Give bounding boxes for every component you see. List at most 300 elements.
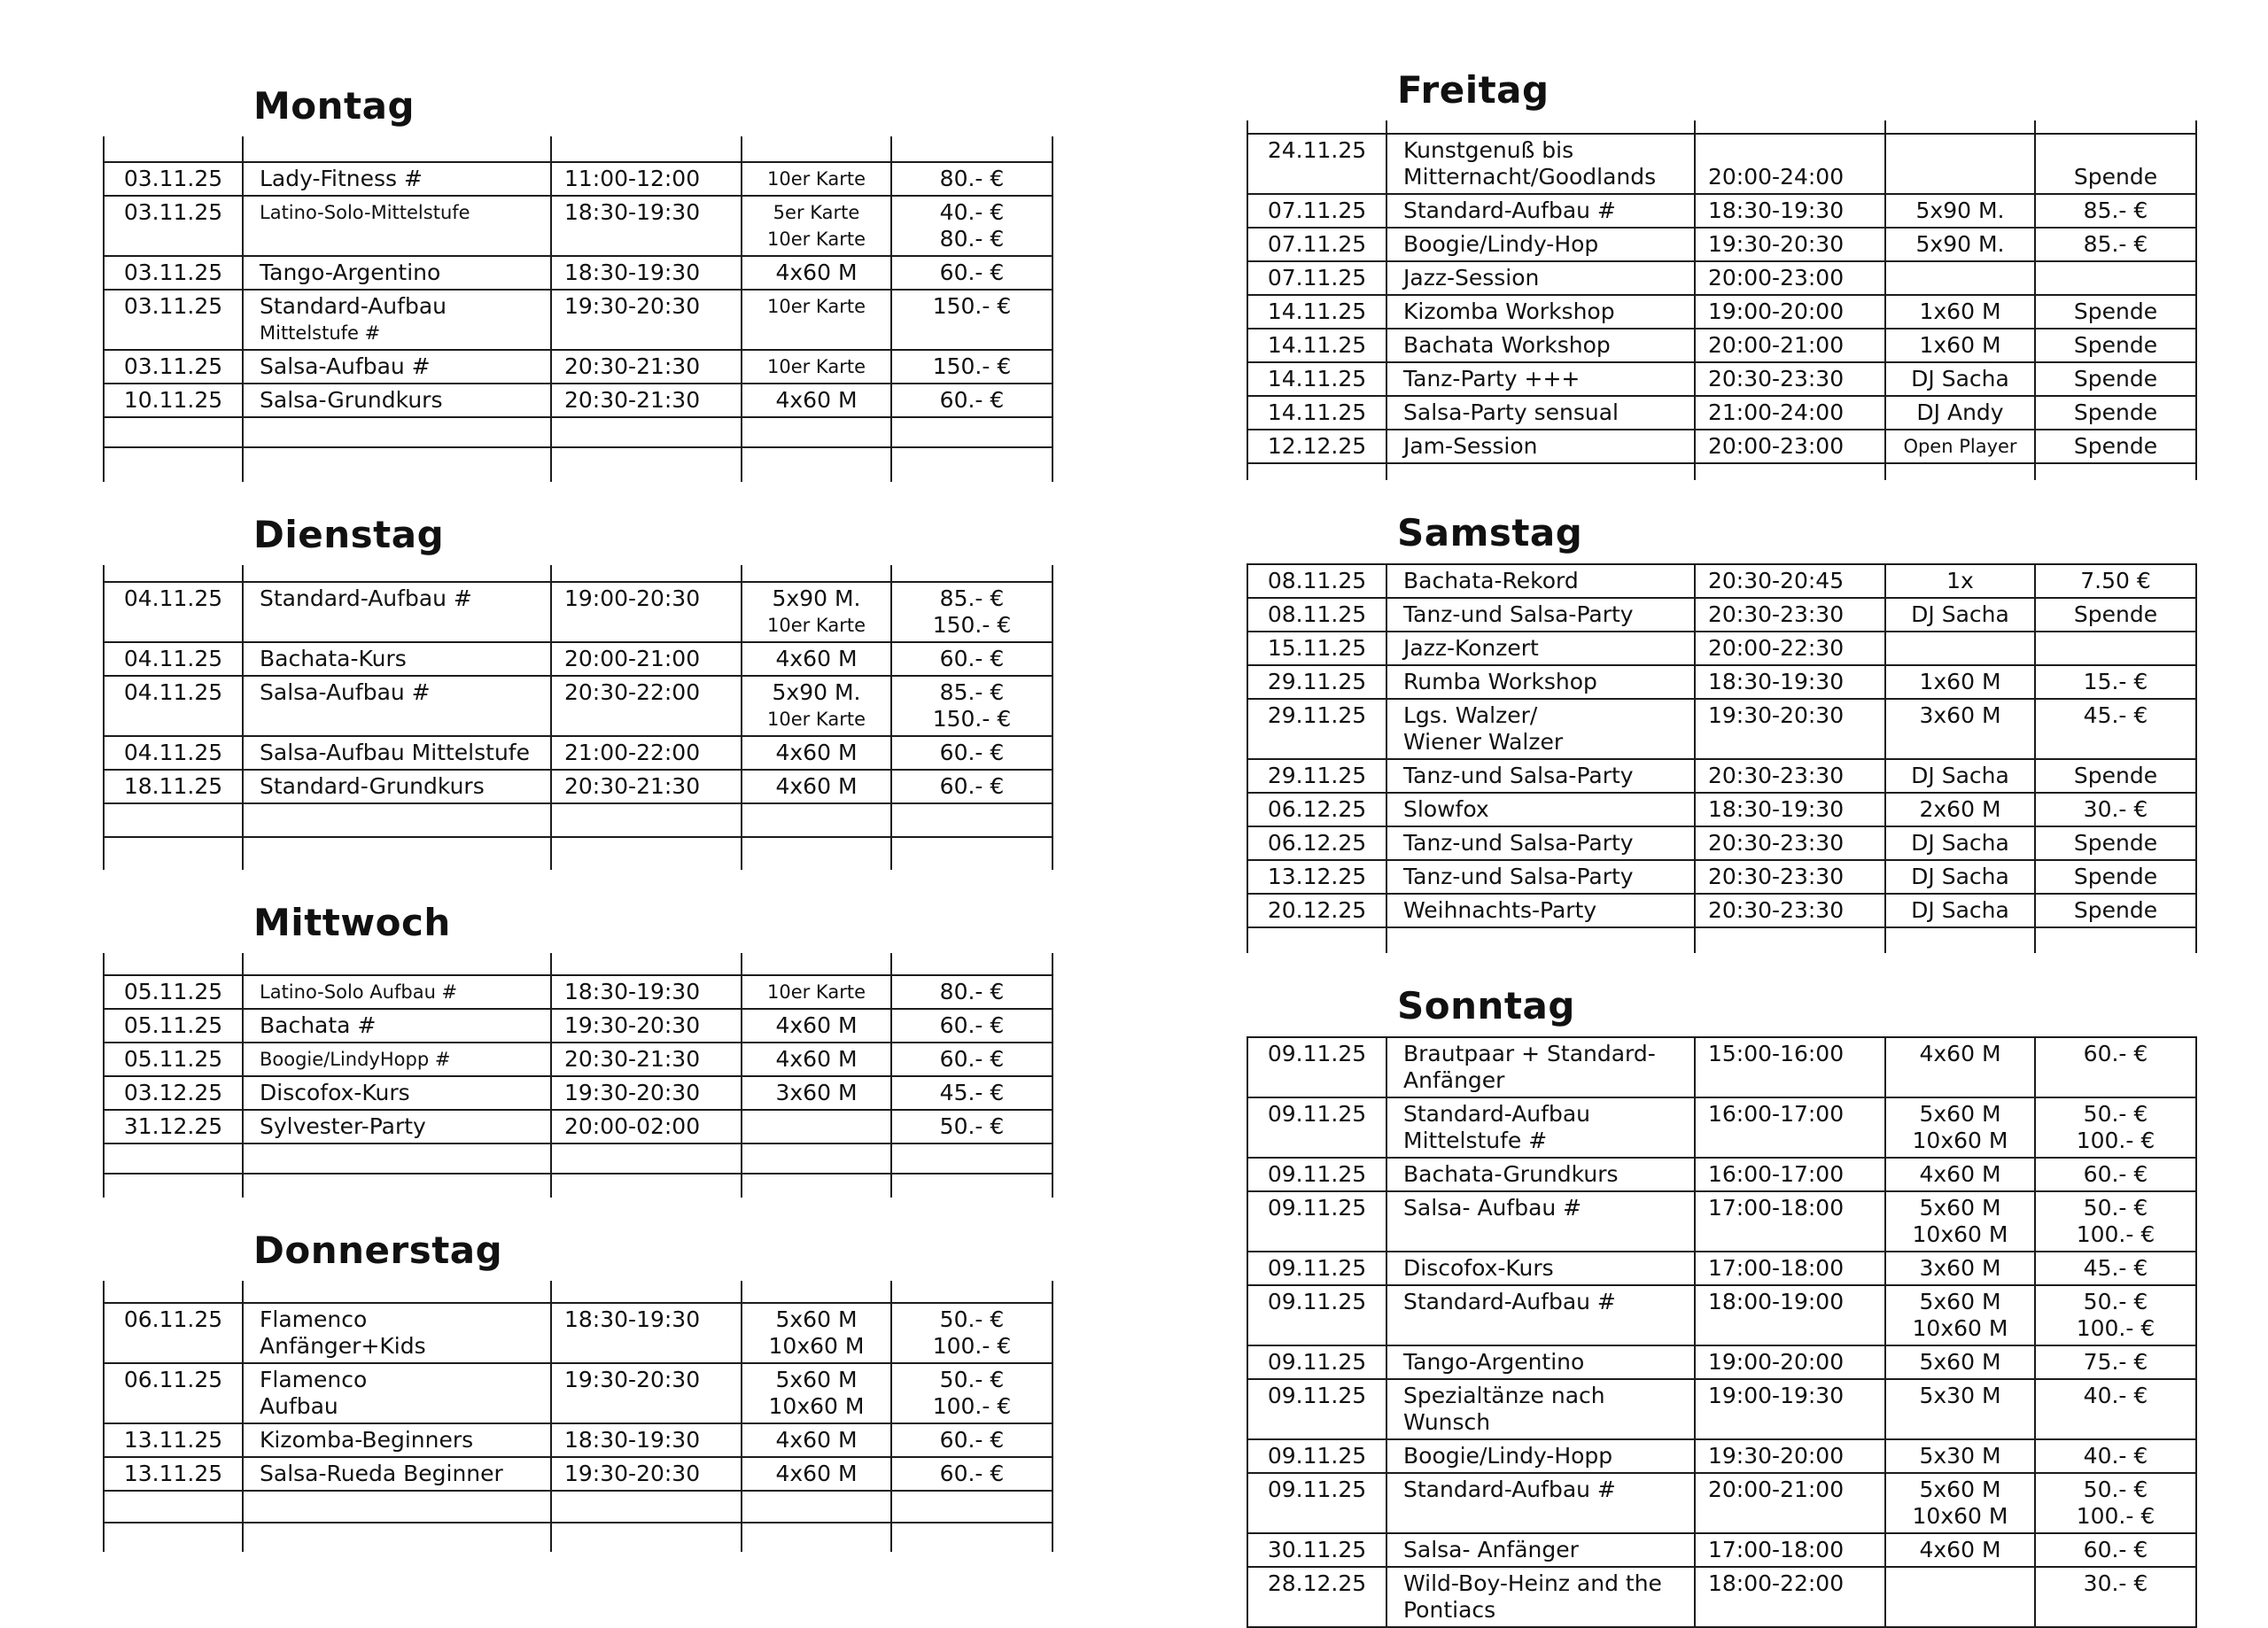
cell-unit (741, 1010, 890, 1042)
cell-date (103, 1144, 242, 1173)
cell-line: 14.11.25 (1267, 399, 1367, 425)
cell-price (2034, 827, 2197, 859)
cell-line: 13.12.25 (1267, 864, 1367, 889)
cell-price (2034, 1252, 2197, 1284)
cell-course (242, 197, 550, 255)
cell-unit (741, 583, 890, 641)
cell-course (1386, 1038, 1694, 1097)
cell-line: 19:30-20:30 (1708, 702, 1845, 728)
cell-unit (1884, 1159, 2034, 1190)
cell-line: Tanz-und Salsa-Party (1403, 864, 1634, 889)
day-table-dienstag (103, 565, 1053, 870)
cell-line: 19:00-20:30 (564, 585, 701, 611)
cell-course (242, 1077, 550, 1109)
cell-date (103, 197, 242, 255)
cell-course (1386, 1286, 1694, 1345)
day-title-samstag: Samstag (1397, 511, 1583, 554)
cell-line: Salsa-Rueda Beginner (260, 1461, 503, 1486)
cell-line: 21:00-24:00 (1708, 399, 1845, 425)
cell-line: 07.11.25 (1267, 265, 1367, 291)
cell-line: 20:00-21:00 (1708, 1477, 1845, 1502)
cell-price (890, 1010, 1053, 1042)
cell-course (242, 1281, 550, 1302)
cell-price (2034, 760, 2197, 792)
cell-course (242, 1144, 550, 1173)
cell-date (103, 418, 242, 446)
table-top-stub (1247, 120, 2197, 133)
cell-line: 20:00-22:30 (1708, 635, 1845, 661)
cell-unit (1884, 1568, 2034, 1626)
cell-line: Wiener Walzer (1403, 729, 1564, 755)
cell-line: 75.- € (2083, 1349, 2148, 1375)
cell-line: Salsa- Aufbau # (1403, 1195, 1582, 1221)
cell-line: 4x60 M (775, 1012, 858, 1038)
table-row (103, 735, 1053, 769)
cell-line: Tanz-und Salsa-Party (1403, 601, 1634, 627)
cell-line: 04.11.25 (123, 646, 223, 671)
cell-course (242, 583, 550, 641)
table-row (1247, 227, 2197, 260)
cell-course (242, 1364, 550, 1423)
day-section-samstag (1247, 512, 2197, 953)
cell-line: Discofox-Kurs (260, 1080, 410, 1105)
cell-line: 3x60 M (1919, 702, 2001, 728)
cell-line: 1x60 M (1919, 298, 2001, 324)
cell-line: Spende (2073, 864, 2158, 889)
cell-line: 60.- € (939, 740, 1005, 765)
cell-line: Standard-Aufbau (260, 293, 447, 319)
cell-line: 20:30-23:30 (1708, 830, 1845, 856)
cell-line: Lady-Fitness # (260, 166, 423, 191)
cell-date (103, 1458, 242, 1490)
cell-line: 20:30-21:30 (564, 387, 701, 413)
cell-line: 12.12.25 (1267, 433, 1367, 459)
cell-course (242, 1174, 550, 1198)
cell-line: Tango-Argentino (1403, 1349, 1585, 1375)
cell-date (103, 136, 242, 161)
cell-line: Salsa-Aufbau # (260, 679, 431, 705)
cell-line: Standard-Aufbau # (1403, 1477, 1616, 1502)
cell-line: Spende (2073, 164, 2158, 190)
cell-price (890, 771, 1053, 802)
cell-time (1694, 632, 1884, 664)
cell-line: Kizomba-Beginners (260, 1427, 474, 1453)
empty-row (103, 1490, 1053, 1522)
cell-time (1694, 1568, 1884, 1626)
cell-line: Spende (2073, 366, 2158, 391)
cell-line: 05.11.25 (123, 1012, 223, 1038)
table-row (1247, 1284, 2197, 1345)
cell-price (890, 351, 1053, 383)
cell-line: 5x90 M. (1915, 231, 2005, 257)
cell-line: 19:00-20:00 (1708, 298, 1845, 324)
cell-date (103, 1043, 242, 1075)
cell-line: 80.- € (939, 226, 1005, 252)
cell-line: 29.11.25 (1267, 763, 1367, 788)
cell-line: Spezialtänze nach Wunsch (1403, 1383, 1605, 1435)
cell-price (890, 1144, 1053, 1173)
cell-time (1694, 928, 1884, 953)
cell-unit (1884, 760, 2034, 792)
cell-time (1694, 464, 1884, 480)
table-row (1247, 1190, 2197, 1251)
cell-line: 30.11.25 (1267, 1537, 1367, 1562)
cell-date (103, 351, 242, 383)
table-row (103, 675, 1053, 735)
cell-line: 18:30-19:30 (1708, 669, 1845, 694)
cell-time (550, 953, 741, 974)
cell-course (1386, 229, 1694, 260)
cell-time (550, 1458, 741, 1490)
table-row (1247, 328, 2197, 361)
cell-time (550, 1492, 741, 1522)
cell-time (1694, 1098, 1884, 1157)
cell-line: 03.11.25 (123, 260, 223, 285)
cell-time (1694, 363, 1884, 395)
cell-line: Bachata-Kurs (260, 646, 407, 671)
table-row (1247, 758, 2197, 792)
cell-course (242, 1492, 550, 1522)
cell-course (1386, 1474, 1694, 1532)
table-top-stub (103, 565, 1053, 581)
cell-line: 100.- € (2076, 1315, 2155, 1341)
cell-course (1386, 397, 1694, 429)
cell-line: 85.- € (939, 679, 1005, 705)
table-row (1247, 826, 2197, 859)
cell-price (2034, 666, 2197, 698)
cell-line: 85.- € (2083, 198, 2148, 223)
cell-unit (741, 1281, 890, 1302)
cell-line: 2x60 M (1919, 796, 2001, 822)
cell-line: Jam-Session (1403, 433, 1538, 459)
cell-unit (1884, 827, 2034, 859)
cell-date (103, 291, 242, 349)
cell-line: 50.- € (939, 1367, 1005, 1392)
cell-course (1386, 1098, 1694, 1157)
cell-time (1694, 1159, 1884, 1190)
cell-line: 85.- € (939, 585, 1005, 611)
empty-row (103, 1143, 1053, 1173)
cell-course (242, 291, 550, 349)
cell-line: Spende (2073, 763, 2158, 788)
cell-line: 5x30 M (1919, 1443, 2001, 1469)
cell-line: Wild-Boy-Heinz and the (1403, 1570, 1662, 1596)
cell-price (890, 1458, 1053, 1490)
table-bottom-stub (103, 446, 1053, 482)
cell-line: Tanz-Party +++ (1403, 366, 1581, 391)
cell-course (242, 1523, 550, 1552)
cell-line: 16:00-17:00 (1708, 1101, 1845, 1127)
cell-unit (1884, 861, 2034, 893)
table-row (1247, 193, 2197, 227)
cell-line: 60.- € (939, 260, 1005, 285)
cell-line: 60.- € (939, 1046, 1005, 1072)
table-row (103, 769, 1053, 802)
cell-course (1386, 827, 1694, 859)
cell-line: DJ Sacha (1911, 601, 2009, 627)
cell-line: Brautpaar + Standard- (1403, 1041, 1656, 1066)
table-row (1247, 1378, 2197, 1438)
cell-date (1247, 1192, 1386, 1251)
cell-date (103, 804, 242, 836)
cell-line: Open Player (1903, 436, 2017, 457)
cell-line: 20:30-22:00 (564, 679, 701, 705)
cell-line: 05.11.25 (123, 1046, 223, 1072)
cell-line: 10er Karte (766, 615, 866, 636)
cell-price (890, 418, 1053, 446)
cell-unit (741, 1523, 890, 1552)
cell-time (550, 771, 741, 802)
cell-price (2034, 1474, 2197, 1532)
cell-line: 30.- € (2083, 1570, 2148, 1596)
cell-line: 19:30-20:30 (1708, 231, 1845, 257)
cell-time (550, 384, 741, 416)
cell-line: 19:30-20:30 (564, 1080, 701, 1105)
cell-date (1247, 794, 1386, 826)
cell-price (890, 677, 1053, 735)
cell-price (2034, 1038, 2197, 1097)
day-table-samstag (1247, 563, 2197, 953)
cell-date (103, 771, 242, 802)
cell-line: 50.- € (939, 1306, 1005, 1332)
cell-date (1247, 262, 1386, 294)
table-row (103, 581, 1053, 641)
table-row (103, 1008, 1053, 1042)
cell-time (1694, 1346, 1884, 1378)
cell-line: 4x60 M (1919, 1161, 2001, 1187)
cell-line: 15.- € (2083, 669, 2148, 694)
table-bottom-stub (103, 1522, 1053, 1552)
cell-line: 15:00-16:00 (1708, 1041, 1845, 1066)
cell-unit (1884, 135, 2034, 193)
cell-price (2034, 928, 2197, 953)
cell-date (1247, 1159, 1386, 1190)
cell-course (1386, 700, 1694, 758)
cell-line: Flamenco (260, 1367, 368, 1392)
cell-line: 09.11.25 (1267, 1349, 1367, 1375)
table-row (1247, 893, 2197, 926)
cell-line: Spende (2073, 433, 2158, 459)
cell-line: 20:30-21:30 (564, 1046, 701, 1072)
cell-price (2034, 430, 2197, 462)
cell-line: Anfänger+Kids (260, 1333, 426, 1359)
cell-time (1694, 262, 1884, 294)
table-row (103, 1456, 1053, 1490)
cell-line: 60.- € (2083, 1537, 2148, 1562)
cell-course (1386, 794, 1694, 826)
cell-time (1694, 666, 1884, 698)
cell-line: 05.11.25 (123, 979, 223, 1004)
cell-line: 14.11.25 (1267, 332, 1367, 358)
day-title-montag: Montag (253, 84, 416, 128)
cell-price (2034, 1159, 2197, 1190)
cell-line: Pontiacs (1403, 1597, 1496, 1623)
cell-date (1247, 700, 1386, 758)
cell-course (1386, 632, 1694, 664)
cell-line: 60.- € (939, 1461, 1005, 1486)
cell-line: 50.- € (939, 1113, 1005, 1139)
cell-date (1247, 632, 1386, 664)
cell-line: Bachata # (260, 1012, 377, 1038)
cell-line (2041, 137, 2190, 164)
cell-price (890, 1281, 1053, 1302)
cell-date (1247, 363, 1386, 395)
cell-date (1247, 827, 1386, 859)
cell-unit (741, 448, 890, 482)
cell-line: 5x90 M. (772, 585, 861, 611)
cell-time (550, 804, 741, 836)
cell-course (242, 804, 550, 836)
cell-price (2034, 794, 2197, 826)
cell-line: 10.11.25 (123, 387, 223, 413)
cell-date (1247, 666, 1386, 698)
cell-line: 5x60 M (1919, 1289, 2001, 1314)
cell-time (550, 1174, 741, 1198)
cell-time (550, 163, 741, 195)
cell-line: DJ Sacha (1911, 830, 2009, 856)
cell-price (890, 1077, 1053, 1109)
cell-line: 20:00-23:00 (1708, 265, 1845, 291)
day-title-dienstag: Dienstag (253, 513, 445, 556)
table-row (1247, 1036, 2197, 1097)
cell-line: 20:30-23:30 (1708, 601, 1845, 627)
cell-line: 20:30-23:30 (1708, 366, 1845, 391)
cell-line: Rumba Workshop (1403, 669, 1597, 694)
cell-price (2034, 195, 2197, 227)
cell-price (2034, 895, 2197, 926)
cell-line: 19:30-20:30 (564, 1367, 701, 1392)
cell-unit (741, 771, 890, 802)
cell-line: Salsa-Aufbau Mittelstufe (260, 740, 530, 765)
cell-course (1386, 195, 1694, 227)
cell-course (1386, 861, 1694, 893)
cell-course (1386, 1192, 1694, 1251)
cell-unit (741, 565, 890, 581)
cell-course (242, 737, 550, 769)
cell-unit (1884, 1252, 2034, 1284)
cell-line: 24.11.25 (1267, 137, 1367, 163)
cell-unit (741, 197, 890, 255)
cell-line: Kizomba Workshop (1403, 298, 1615, 324)
cell-line: Sylvester-Party (260, 1113, 426, 1139)
cell-line: 5x60 M (775, 1306, 858, 1332)
cell-line: 40.- € (2083, 1443, 2148, 1469)
cell-line: 18:00-22:00 (1708, 1570, 1845, 1596)
cell-date (1247, 1252, 1386, 1284)
cell-line: 06.12.25 (1267, 796, 1367, 822)
cell-unit (741, 1144, 890, 1173)
cell-line: Anfänger (1403, 1067, 1505, 1093)
cell-course (242, 976, 550, 1008)
cell-unit (741, 737, 890, 769)
table-row (103, 1109, 1053, 1143)
cell-line: Slowfox (1403, 796, 1489, 822)
cell-date (103, 583, 242, 641)
cell-date (1247, 599, 1386, 631)
cell-price (890, 257, 1053, 289)
cell-unit (1884, 1440, 2034, 1472)
cell-line: 4x60 M (775, 740, 858, 765)
cell-line: 08.11.25 (1267, 601, 1367, 627)
cell-price (890, 1174, 1053, 1198)
cell-line: 06.11.25 (123, 1367, 223, 1392)
cell-date (103, 565, 242, 581)
cell-time (1694, 700, 1884, 758)
cell-line: 100.- € (2076, 1128, 2155, 1153)
cell-course (1386, 1380, 1694, 1438)
cell-course (1386, 1534, 1694, 1566)
cell-unit (741, 351, 890, 383)
cell-date (1247, 760, 1386, 792)
cell-course (242, 1304, 550, 1362)
table-row (1247, 1566, 2197, 1628)
cell-date (1247, 1098, 1386, 1157)
cell-unit (1884, 1286, 2034, 1345)
cell-unit (741, 384, 890, 416)
cell-date (1247, 135, 1386, 193)
cell-course (242, 565, 550, 581)
cell-line: 100.- € (2076, 1221, 2155, 1247)
table-row (1247, 1472, 2197, 1532)
cell-line: Lgs. Walzer/ (1403, 702, 1538, 728)
cell-time (1694, 794, 1884, 826)
cell-course (1386, 120, 1694, 133)
cell-price (890, 583, 1053, 641)
cell-line: Mitternacht/Goodlands (1403, 164, 1657, 190)
cell-line: Mittelstufe # (260, 322, 381, 344)
cell-date (103, 677, 242, 735)
cell-course (1386, 1440, 1694, 1472)
cell-line: Spende (2073, 399, 2158, 425)
cell-date (1247, 397, 1386, 429)
cell-time (550, 1304, 741, 1362)
cell-date (1247, 1474, 1386, 1532)
table-row (103, 383, 1053, 416)
table-bottom-stub (1247, 462, 2197, 480)
cell-unit (1884, 397, 2034, 429)
table-row (1247, 698, 2197, 758)
cell-unit (741, 976, 890, 1008)
cell-line: 3x60 M (1919, 1255, 2001, 1281)
cell-course (242, 1043, 550, 1075)
cell-line: 07.11.25 (1267, 198, 1367, 223)
cell-line: 150.- € (932, 293, 1012, 319)
cell-course (242, 771, 550, 802)
cell-line: 20:30-23:30 (1708, 897, 1845, 923)
cell-time (1694, 895, 1884, 926)
cell-price (2034, 397, 2197, 429)
cell-time (1694, 565, 1884, 597)
cell-line: 20:30-23:30 (1708, 864, 1845, 889)
cell-time (550, 418, 741, 446)
cell-line: Latino-Solo-Mittelstufe (260, 202, 470, 223)
cell-unit (1884, 666, 2034, 698)
table-row (1247, 294, 2197, 328)
cell-unit (1884, 262, 2034, 294)
cell-date (1247, 1038, 1386, 1097)
cell-date (103, 1304, 242, 1362)
cell-line: 31.12.25 (123, 1113, 223, 1139)
table-bottom-stub (103, 836, 1053, 870)
cell-line: 09.11.25 (1267, 1161, 1367, 1187)
cell-time (550, 737, 741, 769)
cell-date (1247, 1568, 1386, 1626)
day-section-montag (103, 85, 1053, 482)
cell-line: 20:00-24:00 (1708, 164, 1845, 190)
cell-time (550, 1077, 741, 1109)
table-row (1247, 1438, 2197, 1472)
cell-line: 04.11.25 (123, 740, 223, 765)
